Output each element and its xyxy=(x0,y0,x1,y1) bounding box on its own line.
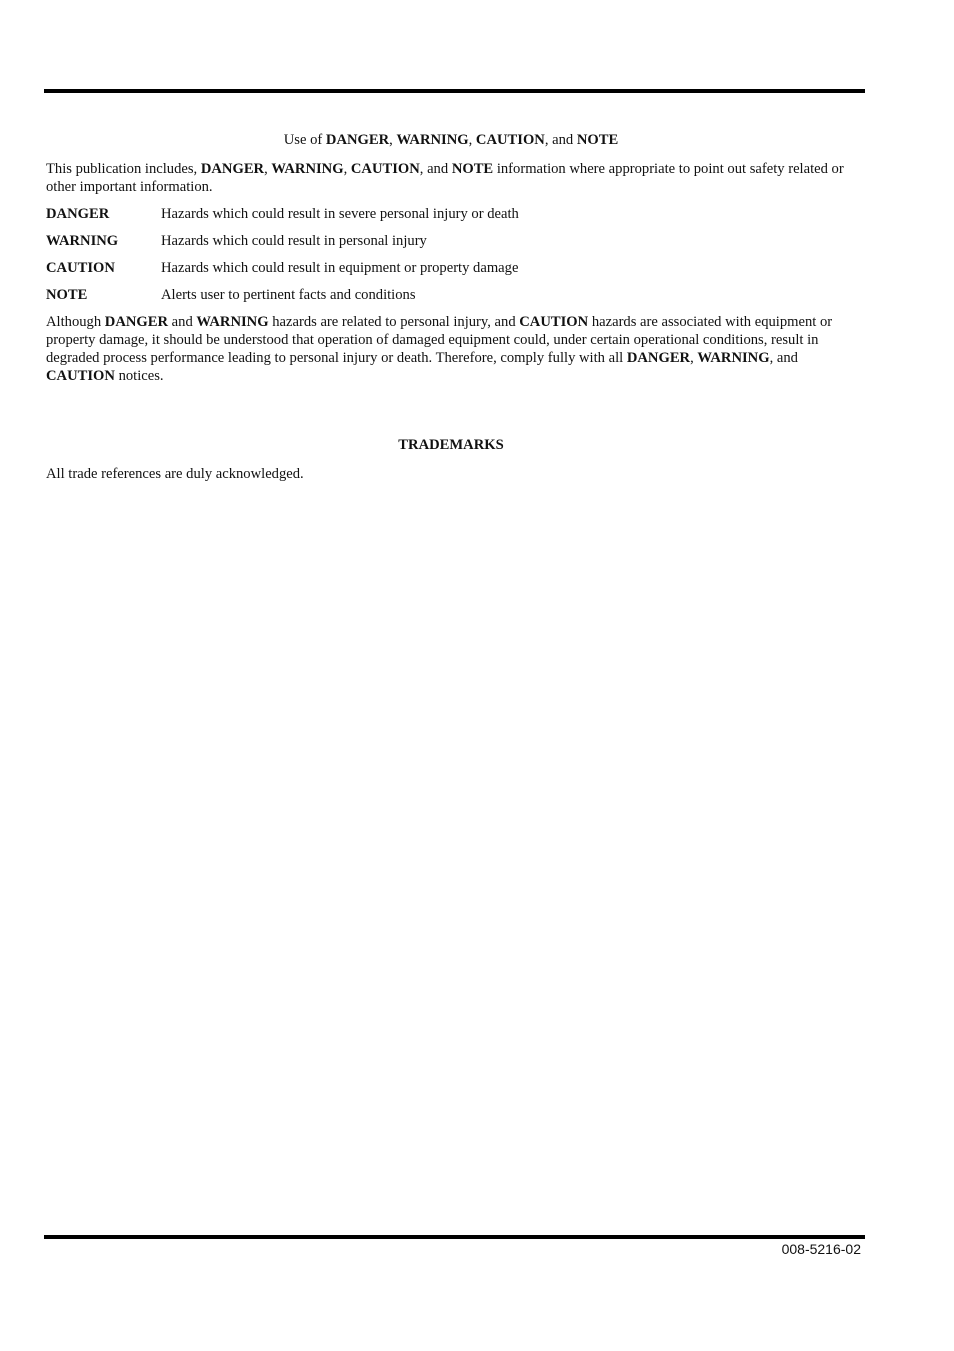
intro-danger: DANGER xyxy=(200,161,265,177)
heading-caution: CAUTION xyxy=(475,132,545,148)
definition-description: Hazards which could result in equipment or property damage xyxy=(161,260,519,276)
definition-row-caution xyxy=(46,259,856,277)
section-spacer xyxy=(46,394,856,436)
intro-caution: CAUTION xyxy=(350,161,420,177)
definition-term: CAUTION xyxy=(46,260,115,276)
definition-description: Alerts user to pertinent facts and conditions xyxy=(161,287,416,303)
definition-row-danger xyxy=(46,205,856,223)
definition-description: Hazards which could result in personal injury xyxy=(161,233,427,249)
document-body xyxy=(46,131,856,492)
intro-text: information where appropriate to point out safety related or other important information. xyxy=(46,161,844,195)
heading-danger: DANGER xyxy=(325,132,390,148)
definition-term: NOTE xyxy=(46,287,88,303)
heading-sep: , xyxy=(389,132,397,148)
bottom-rule xyxy=(44,1235,865,1239)
although-warning: WARNING xyxy=(196,314,269,330)
although-text: , xyxy=(690,350,698,366)
although-warning: WARNING xyxy=(697,350,770,366)
intro-paragraph xyxy=(46,160,856,196)
although-caution: CAUTION xyxy=(519,314,589,330)
definition-row-warning xyxy=(46,232,856,250)
although-text: , and xyxy=(769,350,798,366)
intro-sep: , xyxy=(343,161,351,177)
intro-warning: WARNING xyxy=(271,161,344,177)
definition-term: WARNING xyxy=(46,233,119,249)
definition-description: Hazards which could result in severe personal injury or death xyxy=(161,206,519,222)
heading-warning: WARNING xyxy=(396,132,469,148)
intro-sep: , xyxy=(264,161,272,177)
although-text: Although xyxy=(46,314,105,330)
although-text: hazards are related to personal injury, and xyxy=(268,314,520,330)
intro-sep: , and xyxy=(419,161,452,177)
intro-text: This publication includes, xyxy=(46,161,201,177)
heading-note: NOTE xyxy=(576,132,619,148)
although-text: hazards are associated with equipment or property damage, it should be understood that operation of damaged equipment could, under certain operational conditions, result in degraded process performance leading to personal injury or death. Therefore, comply fully with all xyxy=(46,314,833,366)
definition-list xyxy=(46,205,856,304)
although-danger: DANGER xyxy=(104,314,169,330)
heading-sep: , and xyxy=(544,132,577,148)
although-danger: DANGER xyxy=(626,350,691,366)
safety-heading xyxy=(46,131,856,149)
heading-sep: , xyxy=(468,132,476,148)
heading-prefix: Use of xyxy=(283,132,326,148)
although-text: notices. xyxy=(114,368,164,384)
trademarks-heading: TRADEMARKS xyxy=(398,437,504,453)
definition-term: DANGER xyxy=(46,206,110,222)
although-text: and xyxy=(168,314,197,330)
document-code: 008-5216-02 xyxy=(781,1241,861,1257)
intro-note: NOTE xyxy=(451,161,494,177)
top-rule xyxy=(44,89,865,93)
definition-row-note xyxy=(46,286,856,304)
although-caution: CAUTION xyxy=(46,368,115,384)
trademarks-text: All trade references are duly acknowledged. xyxy=(46,466,304,482)
although-paragraph xyxy=(46,313,856,385)
